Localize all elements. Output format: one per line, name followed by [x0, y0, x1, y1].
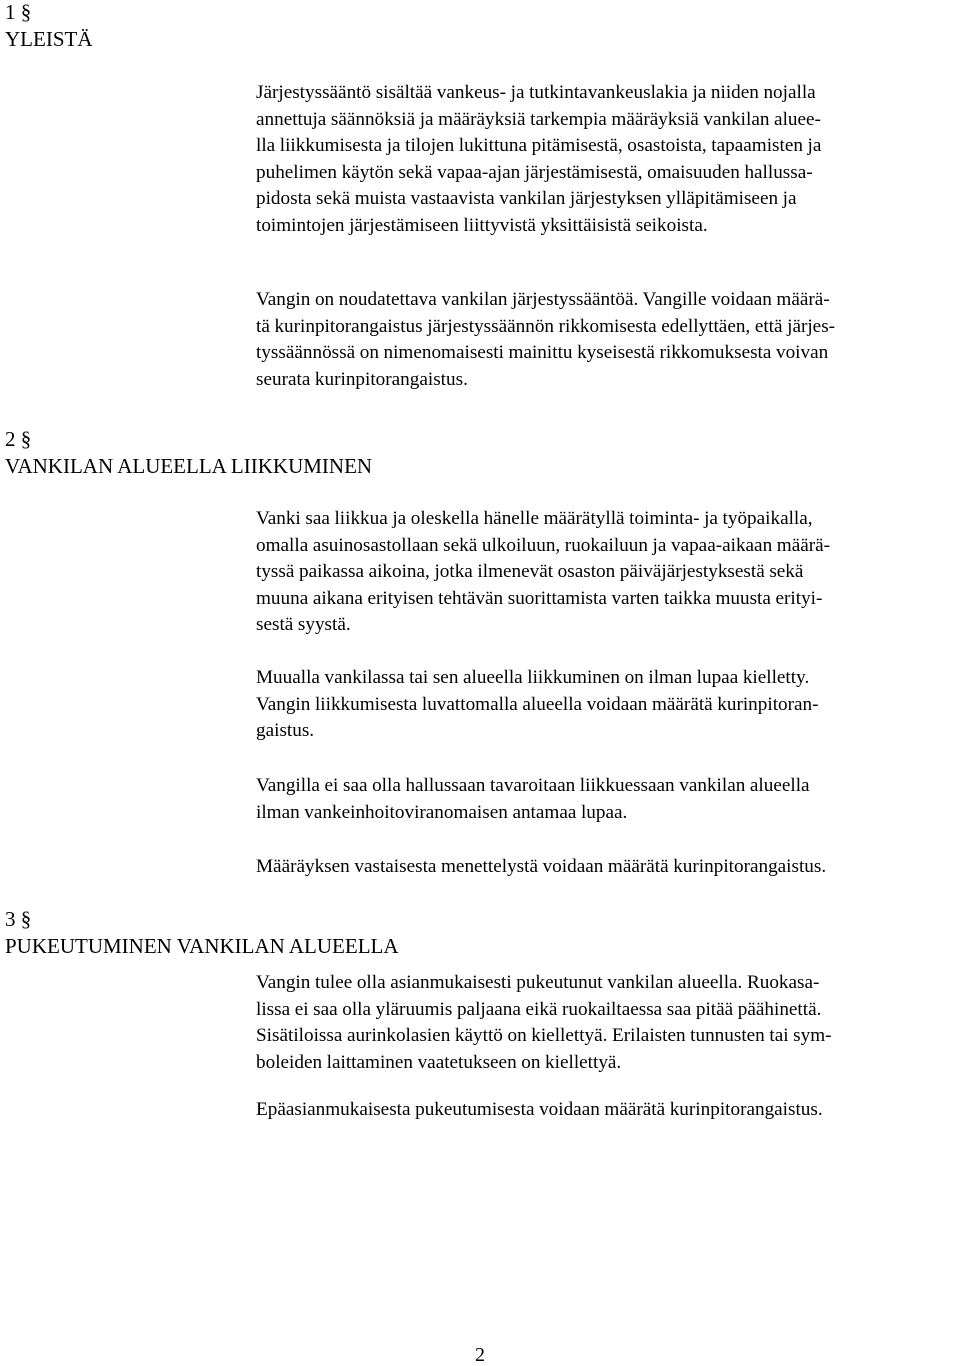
section-2-title: VANKILAN ALUEELLA LIIKKUMINEN: [5, 454, 373, 478]
section-1-number: 1 §: [5, 0, 32, 24]
section-3-title: PUKEUTUMINEN VANKILAN ALUEELLA: [5, 934, 399, 958]
section-3-paragraph-1: Vangin tulee olla asianmukaisesti pukeutunut vankilan alueella. Ruokasa- lissa ei saa olla yläruumis paljaana eikä ruokailtaessa saa pitää päähinettä. Sisätiloissa aurinkolasien käyttö on kiellettyä. Erilaisten tunnusten tai sym- boleiden laittaminen vaatetukseen on kiellettyä.: [256, 972, 832, 1073]
page-number: [0, 1344, 960, 1366]
page-number-text: 2: [475, 1344, 485, 1366]
section-2-paragraph-2: Muualla vankilassa tai sen alueella liikkuminen on ilman lupaa kielletty. Vangin liikkumisesta luvattomalla alueella voidaan määrätä kurinpitoran- gaistus.: [256, 667, 819, 741]
section-3-paragraph-2: Epäasianmukaisesta pukeutumisesta voidaan määrätä kurinpitorangaistus.: [256, 1099, 823, 1120]
section-3-number: 3 §: [5, 907, 32, 931]
section-2-paragraph-3: Vangilla ei saa olla hallussaan tavaroitaan liikkuessaan vankilan alueella ilman vankeinhoitoviranomaisen antamaa lupaa.: [256, 775, 810, 823]
section-2-paragraph-1: Vanki saa liikkua ja oleskella hänelle määrätyllä toiminta- ja työpaikalla, omalla asuinosastollaan sekä ulkoiluun, ruokailuun ja vapaa-aikaan määrä- tyssä paikassa aikoina, jotka ilmenevät osaston päiväjärjestyksestä sekä muuna aikana erityisen tehtävän suorittamista varten taikka muusta erityi- sestä syystä.: [256, 508, 831, 635]
section-2-heading: [5, 426, 372, 480]
section-3-heading: [5, 906, 399, 960]
section-1-paragraph-1: Järjestyssääntö sisältää vankeus- ja tutkintavankeuslakia ja niiden nojalla annettuja säännöksiä ja määräyksiä tarkempia määräyksiä vankilan aluee- lla liikkumisesta ja tilojen lukittuna pitämisestä, osastoista, tapaamisten ja puhelimen käytön sekä vapaa-ajan järjestämisestä, omaisuuden hallussa- pidosta sekä muista vastaavista vankilan järjestyksen ylläpitämiseen ja toimintojen järjestämiseen liittyvistä yksittäisistä seikoista.: [256, 82, 822, 236]
section-1-title: YLEISTÄ: [5, 27, 93, 51]
section-2-number: 2 §: [5, 427, 32, 451]
section-1-paragraph-2: Vangin on noudatettava vankilan järjestyssääntöä. Vangille voidaan määrä- tä kurinpitorangaistus järjestyssäännön rikkomisesta edellyttäen, että järjes- tyssäännössä on nimenomaisesti mainittu kyseisestä rikkomuksesta voivan seurata kurinpitorangaistus.: [256, 289, 836, 390]
section-1-heading: [5, 0, 93, 53]
section-2-paragraph-4: Määräyksen vastaisesta menettelystä voidaan määrätä kurinpitorangaistus.: [256, 856, 827, 877]
